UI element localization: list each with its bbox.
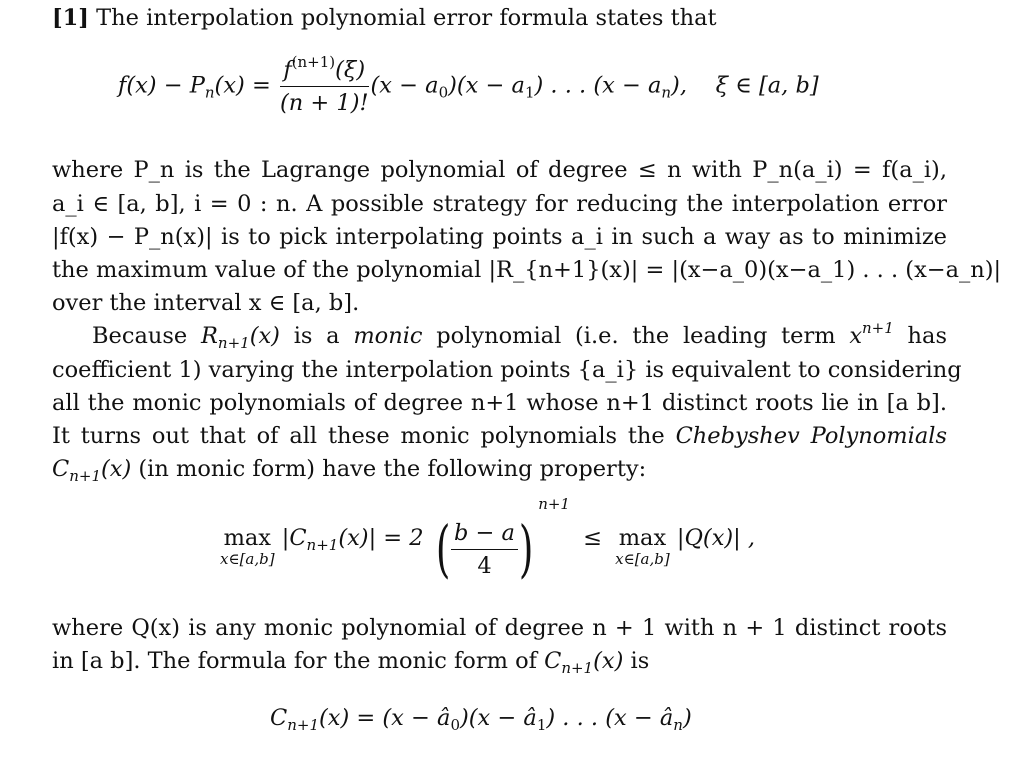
eq2-max-right: max x∈[a,b] (615, 525, 670, 568)
eq2-max-left: max x∈[a,b] (220, 525, 275, 568)
p4-line-1: where Q(x) is any monic polynomial of degree n + 1 with n + 1 distinct roots (52, 615, 947, 641)
paragraph-intro (52, 3, 947, 33)
monic-term: monic (353, 323, 423, 349)
eq1-lhs: f(x) − P (118, 72, 205, 99)
p3-line-4: It turns out that of all these monic polynomials the Chebyshev Polynomials (52, 423, 947, 449)
p3-line-1: Because $R_{n+1}(x)$ is a monic polynomial (i.e. the leading term $x^{n+1}$ has (92, 319, 947, 352)
p4-line-2: in [a b]. The formula for the monic form of $C_{n+1}(x)$ is (52, 648, 650, 677)
eq1-fraction: $\frac{f^{(n+1)}(\xi)}{(n + 1)!}$ (279, 53, 369, 116)
p2-line-4: the maximum value of the polynomial |R_{n+1}(x)| = |(x−a_0)(x−a_1) . . . (x−a_n)| (52, 257, 1002, 283)
p2-line-1: where P_n is the Lagrange polynomial of degree ≤ n with P_n(a_i) = f(a_i), (52, 157, 947, 183)
intro-text: The interpolation polynomial error formula states that (96, 5, 717, 31)
eq1-domain: ξ ∈ [a, b] (715, 72, 819, 99)
chebyshev-term: Chebyshev Polynomials (675, 423, 947, 449)
eq2-fraction: $\frac{b - a}{4}$ (451, 519, 518, 580)
equation-chebyshev-property: max x∈[a,b] $|C_{n+1}(x)| = 2$ ( $\frac{b - a}{4}$ )$^{n+1}$ ≤ max x∈[a,b] |Q(x)| , (220, 495, 756, 585)
p3-line-5: $C_{n+1}(x)$ (in monic form) have the following property: (52, 456, 647, 485)
p3-line-3: all the monic polynomials of degree n+1 whose n+1 distinct roots lie in [a b]. (52, 390, 947, 416)
eq1-lhs-sub: n (204, 83, 215, 102)
p2-line-5: over the interval x ∈ [a, b]. (52, 290, 360, 316)
eq1-lhs-end: (x) = (214, 72, 271, 99)
reference-number: [1] (52, 5, 89, 31)
equation-chebyshev-monic: $C_{n+1}(x) = (x$ − $â_0)(x$ − $â_1$) . . . $(x - â_n)$ (270, 705, 692, 734)
p2-line-2: a_i ∈ [a, b], i = 0 : n. A possible strategy for reducing the interpolation error (52, 191, 947, 217)
p3-line-2: coefficient 1) varying the interpolation points {a_i} is equivalent to considering (52, 357, 962, 383)
paper-page (52, 0, 1002, 765)
equation-error-formula: $f(x) - P_n(x)$ = $\frac{f^{(n+1)}(\xi)}{(n + 1)!}$ $(x - a_0)(x - a_1)$ . . . $(x - a_n)$, ξ ∈ [a, b] (118, 53, 819, 116)
p2-line-3: |f(x) − P_n(x)| is to pick interpolating points a_i in such a way as to minimize (52, 224, 947, 250)
